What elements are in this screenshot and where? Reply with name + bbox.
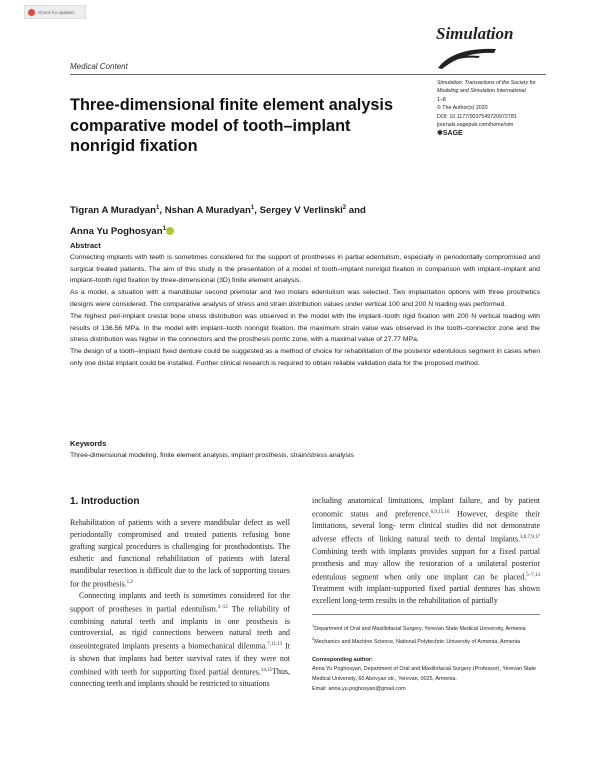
footnote-rule — [312, 614, 540, 615]
header-rule — [70, 74, 546, 75]
author-list: Tigran A Muradyan$^1$, Nshan A Muradyan$^1$, Sergey V Verlinski$^2$ and Anna Yu Poghosyan$^1$ — [70, 205, 366, 238]
sage-logo: ✱SAGE — [437, 130, 463, 138]
email-link[interactable]: Email: anna.yu.poghosyan@gmail.com — [312, 685, 406, 692]
journal-url-link[interactable]: journals.sagepub.com/home/sim — [437, 122, 514, 129]
orcid-icon[interactable] — [166, 227, 174, 235]
section-heading: 1. Introduction — [70, 496, 140, 507]
keywords: Keywords Three-dimensional modeling, finite element analysis, implant prosthesis, strain/stress analysis — [70, 439, 354, 459]
footnotes: $^1$Department of Oral and Maxillofacial Surgery, Yerevan State Medical University, Armenia $^2$Mechanics and Machine Science, National Polytechnic University of Armenia, Armenia Corresponding author: Anna Yu Poghosyan, Department of Oral and Maxillofacial Surgery (Professor), Yerevan State Medical University, 60 Abovyan str., Yerevan, 0025, Armenia. Email: anna.yu.poghosyan@gmail.com — [312, 621, 540, 694]
abstract-heading: Abstract — [70, 241, 101, 250]
check-for-updates-button[interactable]: Check for updates — [24, 5, 86, 19]
body-text-right: including anatomical limitations, implant failure, and by patient economic status and preference.$^{6,9,15,16}$ However, despite their limitations, several long- term clinical studies did not demonstrate adverse effects of linking natural teeth to dental implants.$^{3,6,7,9,17}$ Combining teeth with implants provides support for a fixed partial prosthesis and may allow the restoration of a unilateral posterior edentulous segment when only one implant can be placed.$^{5-7,13}$ Treatment with implant-supported fixed partial dentures has shown excellent long-term results in the rehabilitation of partially — [312, 496, 540, 606]
journal-info: Simulation: Transactions of the Society for Modeling and Simulation International 1–8 © The Author(s) 2020 DOI: 10.1177/0037549720972781 journals.sagepub.com/home/sim ✱SAGE — [437, 79, 547, 139]
journal-swoosh-icon — [436, 46, 498, 70]
doi-link[interactable]: DOI: 10.1177/0037549720972781 — [437, 113, 517, 120]
article-title: Three-dimensional finite element analysis comparative model of tooth–implant nonrigid fixation — [70, 96, 394, 155]
update-icon — [28, 9, 35, 16]
body-text-left: Rehabilitation of patients with a severe mandibular defect as well periodontally compromised and treated patients refusing bone grafting surgical procedures is challenging for prosthodontists. The esthetic and functional rehabilitation of patients with lateral mandibular resection is difficult due to the lack of supporting tissues for the prosthesis.$^{1,2}$ Connecting implants and teeth is sometimes considered for the support of prostheses in partial edentulism.$^{3-12}$ The reliability of combining natural teeth and implants in one prosthesis is controversial, as rigid connections between natural teeth and osseointegrated implants presents a biomechanical dilemma.$^{7,11,13}$ It is shown that implants had better survival rates if they were not combined with teeth for supporting fixed partial dentures.$^{14,15}$Thus, connecting teeth and implants should be restricted to situations — [70, 518, 290, 689]
journal-logo: Simulation — [436, 24, 514, 43]
abstract: Abstract Connecting implants with teeth is sometimes considered for the support of prostheses in partial edentulism, especially in periodontally compromised and surgical treated patients. The aim of this study is the presentation of a model of tooth–implant nonrigid fixation in comparison with implant–implant and implant–tooth rigid fixation by three-dimensional (3D) finite element analysis. As a model, a situation with a mandibular second premolar and two molars edentulism was selected. Two implantation options with three prosthetics designs were considered. The comparative analysis of stress and strain distribution values under vertical 100 and 200 N loading was performed. The highest peri-implant crestal bone stress distribution was observed in the model with the implant–tooth rigid fixation with 200 N vertical loading with results of 136.56 MPa. In the model with implant–tooth nonrigid fixation, the maximum strain value was observed in the tooth–connector zone and the stress distribution was higher in the connectors and the prosthesis pontic zone, with a maximal value of 27.77 MPa. The design of a tooth–implant fixed denture could be suggested as a method of choice for rehabilitation of the posterior edentulous segment in cases when only one distal implant could be installed. Further clinical research is required to obtain reliable validation data for the proposed method. — [70, 241, 540, 367]
section-label: Medical Content — [70, 62, 128, 71]
